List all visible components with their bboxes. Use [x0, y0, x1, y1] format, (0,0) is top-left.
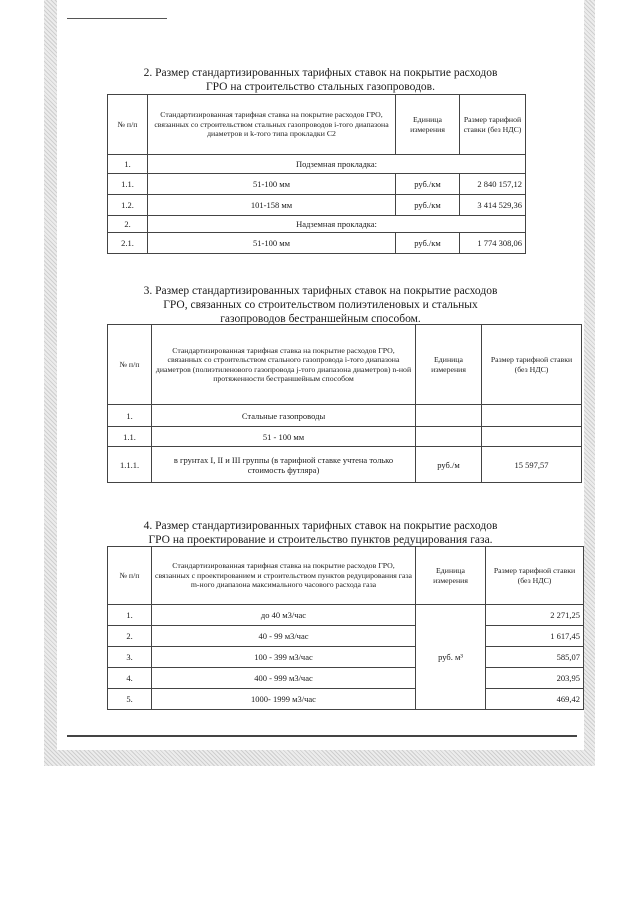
table-header-row: [108, 95, 526, 155]
row-description: Стальные газопроводы: [152, 405, 416, 427]
section-2-table: [107, 94, 526, 254]
header-unit: Единица измерения: [416, 325, 482, 405]
header-unit: Единица измерения: [396, 95, 460, 155]
row-no: 1.: [108, 605, 152, 626]
section-3-table: [107, 324, 582, 483]
row-no: 1.1.: [108, 174, 148, 195]
row-no: 1.1.: [108, 427, 152, 447]
row-no: 2.1.: [108, 233, 148, 254]
row-rate: 3 414 529,36: [460, 195, 526, 216]
row-unit: руб./км: [396, 195, 460, 216]
section-3-title-line-1: 3. Размер стандартизированных тарифных ставок на покрытие расходов: [143, 285, 498, 297]
row-description: 40 - 99 м3/час: [152, 626, 416, 647]
table-row: [108, 626, 584, 647]
row-unit: руб./м: [416, 447, 482, 483]
top-rule: [67, 18, 167, 19]
header-description: Стандартизированная тарифная ставка на покрытие расходов ГРО, связанных со строительством стальных газопроводов i-того диапазона диаметров и k-того типа прокладки С2: [148, 95, 396, 155]
header-rate: Размер тарифной ставки (без НДС): [486, 547, 584, 605]
row-description: 101-158 мм: [148, 195, 396, 216]
header-description: Стандартизированная тарифная ставка на покрытие расходов ГРО, связанных со строительством стального газопровода i-того диапазона диаметров (полиэтиленового газопровода j-того диапазона диаметров) n-ной протяженности бестраншейным способом: [152, 325, 416, 405]
row-unit: руб./км: [396, 174, 460, 195]
row-no: 1.1.1.: [108, 447, 152, 483]
section-2-title-line-2: ГРО на строительство стальных газопроводов.: [206, 81, 435, 93]
row-rate: 1 774 308,06: [460, 233, 526, 254]
row-description: 1000- 1999 м3/час: [152, 689, 416, 710]
row-unit: руб. м³: [416, 605, 486, 710]
row-no: 3.: [108, 647, 152, 668]
table-row: [108, 647, 584, 668]
section-4-title-line-1: 4. Размер стандартизированных тарифных ставок на покрытие расходов: [143, 520, 498, 532]
header-no: № п/п: [108, 325, 152, 405]
row-rate: 203,95: [486, 668, 584, 689]
row-rate: 469,42: [486, 689, 584, 710]
table-header-row: [108, 325, 582, 405]
row-no: 5.: [108, 689, 152, 710]
row-no: 4.: [108, 668, 152, 689]
header-no: № п/п: [108, 547, 152, 605]
row-description: 51-100 мм: [148, 174, 396, 195]
row-rate: 1 617,45: [486, 626, 584, 647]
row-no: 1.: [108, 405, 152, 427]
table-row: [108, 233, 526, 254]
row-description: 400 - 999 м3/час: [152, 668, 416, 689]
section-3-title: [57, 284, 584, 326]
header-rate: Размер тарифной ставки (без НДС): [482, 325, 582, 405]
section-2-title-line-1: 2. Размер стандартизированных тарифных ставок на покрытие расходов: [143, 67, 498, 79]
row-rate: 15 597,57: [482, 447, 582, 483]
section-4-title-line-2: ГРО на проектирование и строительство пунктов редуцирования газа.: [148, 534, 493, 546]
row-description: 51 - 100 мм: [152, 427, 416, 447]
section-3-title-line-3: газопроводов бестраншейным способом.: [220, 313, 421, 325]
row-rate: 585,07: [486, 647, 584, 668]
row-description: 51-100 мм: [148, 233, 396, 254]
row-description: Подземная прокладка:: [148, 155, 526, 174]
table-row: [108, 447, 582, 483]
table-row: [108, 195, 526, 216]
row-rate: [482, 427, 582, 447]
section-4-table: [107, 546, 584, 710]
section-4-title: [57, 519, 584, 547]
row-rate: 2 271,25: [486, 605, 584, 626]
section-3-title-line-2: ГРО, связанных со строительством полиэтиленовых и стальных: [163, 299, 478, 311]
table-row: [108, 427, 582, 447]
table-row: [108, 174, 526, 195]
row-no: 2.: [108, 626, 152, 647]
row-description: 100 - 399 м3/час: [152, 647, 416, 668]
header-unit: Единица измерения: [416, 547, 486, 605]
section-2-title: [57, 66, 584, 94]
table-row: [108, 689, 584, 710]
header-description: Стандартизированная тарифная ставка на покрытие расходов ГРО, связанных с проектированием и строительством пунктов редуцирования газа m-ного диапазона максимального часового расхода газа: [152, 547, 416, 605]
row-description: в грунтах I, II и III группы (в тарифной ставке учтена только стоимость футляра): [152, 447, 416, 483]
table-row: [108, 155, 526, 174]
table-row: [108, 668, 584, 689]
row-no: 1.: [108, 155, 148, 174]
row-description: до 40 м3/час: [152, 605, 416, 626]
row-unit: [416, 427, 482, 447]
header-no: № п/п: [108, 95, 148, 155]
row-unit: руб./км: [396, 233, 460, 254]
row-rate: 2 840 157,12: [460, 174, 526, 195]
header-rate: Размер тарифной ставки (без НДС): [460, 95, 526, 155]
row-no: 1.2.: [108, 195, 148, 216]
table-row: [108, 405, 582, 427]
table-row: [108, 605, 584, 626]
row-description: Надземная прокладка:: [148, 216, 526, 233]
document-page: [57, 0, 584, 750]
row-rate: [482, 405, 582, 427]
table-header-row: [108, 547, 584, 605]
table-row: [108, 216, 526, 233]
bottom-rule: [67, 735, 577, 737]
row-unit: [416, 405, 482, 427]
row-no: 2.: [108, 216, 148, 233]
